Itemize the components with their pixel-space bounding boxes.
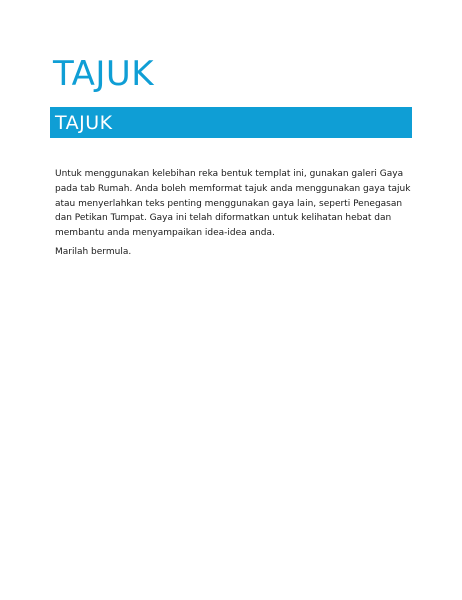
section-heading[interactable]: TAJUK — [55, 112, 113, 134]
heading-bar — [50, 107, 412, 138]
document-title[interactable]: TAJUK — [53, 54, 155, 94]
body-paragraph[interactable]: Untuk menggunakan kelebihan reka bentuk templat ini, gunakan galeri Gaya pada tab Rumah. Anda boleh memformat tajuk anda menggunakan gaya tajuk atau menyerlahkan teks penting menggunakan gaya lain, seperti Penegasan dan Petikan Tumpat. Gaya ini telah diformatkan untuk kelihatan hebat dan membantu anda menyampaikan idea-idea anda. — [55, 169, 411, 239]
closing-paragraph[interactable]: Marilah bermula. — [55, 247, 132, 257]
